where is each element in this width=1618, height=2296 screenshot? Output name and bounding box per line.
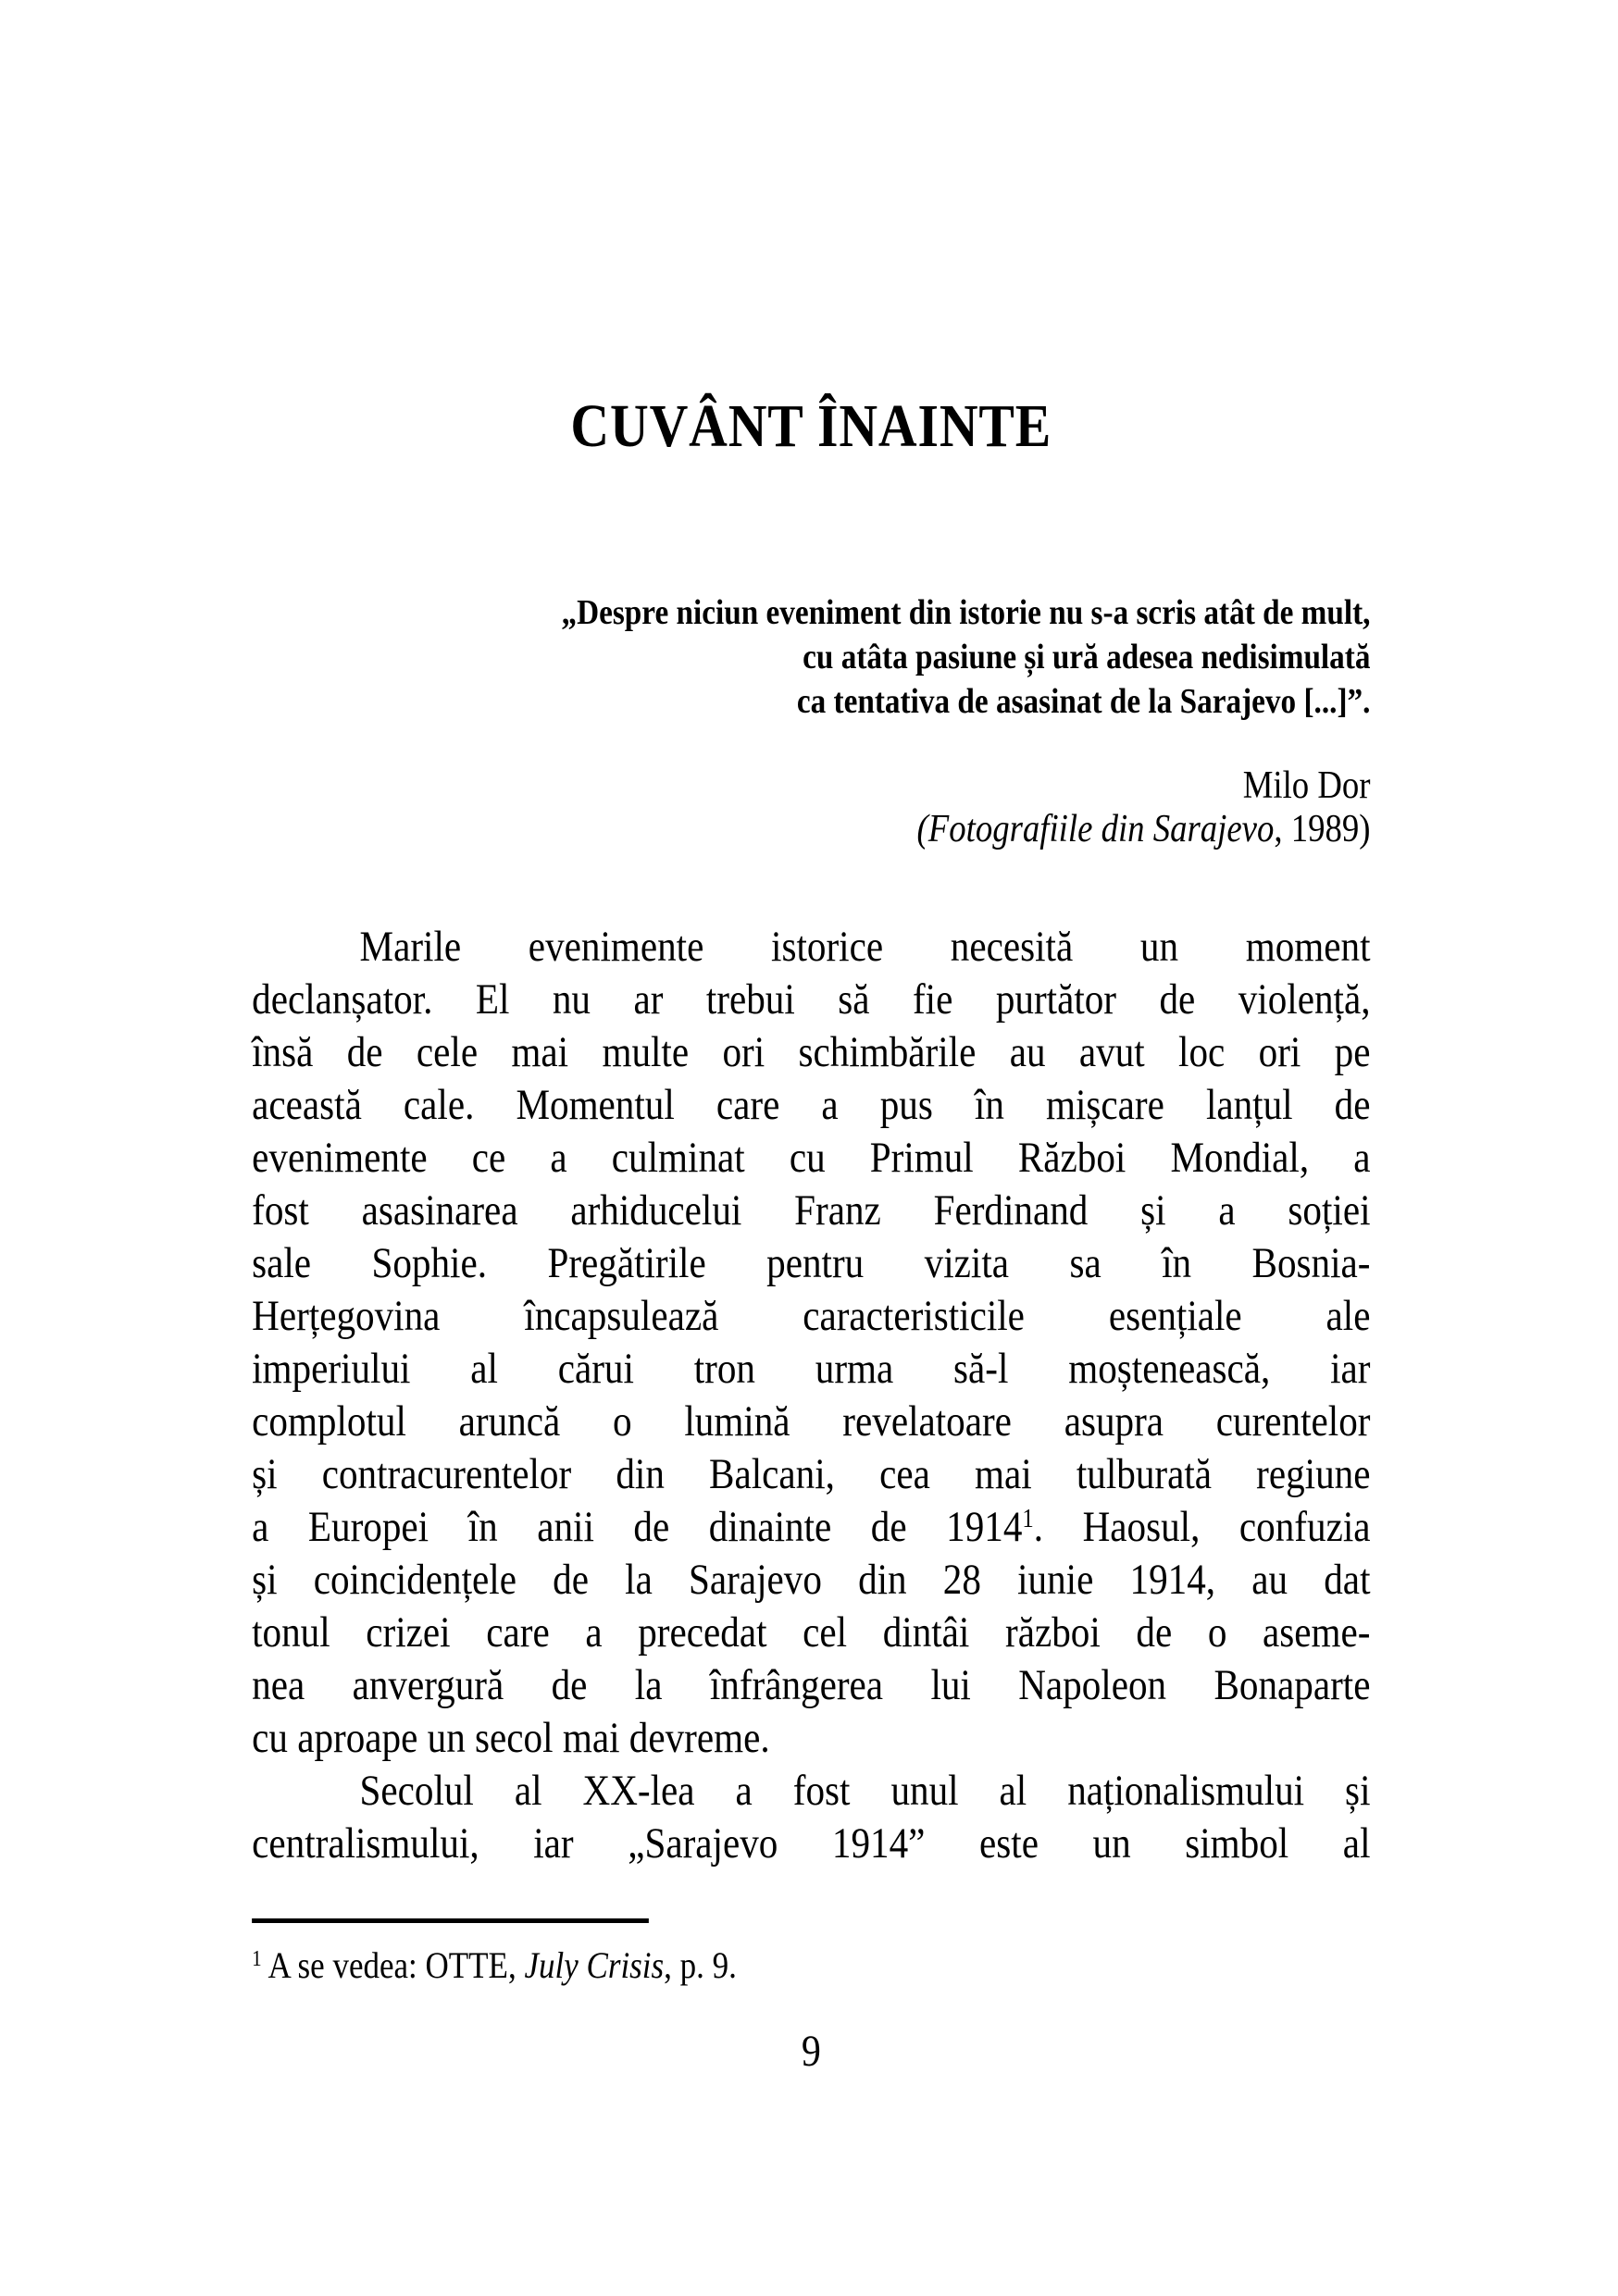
body-line: evenimente ce a culminat cu Primul Război Mondial, a: [252, 1134, 1371, 1182]
footnote-reference: 1: [1022, 1504, 1034, 1533]
footnote: [252, 1943, 1370, 1988]
body-line: complotul aruncă o lumină revelatoare asupra curentelor: [252, 1397, 1371, 1446]
body-line: și contracurentelor din Balcani, cea mai tulburată regiune: [252, 1450, 1371, 1498]
epigraph-attribution: [252, 764, 1370, 851]
body-line: tonul crizei care a precedat cel dintâi război de o aseme-: [252, 1608, 1371, 1657]
epigraph-author: Milo Dor: [1242, 764, 1371, 807]
paragraph-1: [252, 921, 1370, 1765]
footnote-work-title: July Crisis: [524, 1944, 665, 1986]
body-line-fragment: . Haosul, confuzia: [1033, 1503, 1371, 1551]
paragraph-2: [252, 1765, 1370, 1870]
body-line: însă de cele mai multe ori schimbările au avut loc ori pe: [252, 1028, 1371, 1076]
epigraph-source-year: , 1989): [1274, 808, 1371, 850]
body-line: Herțegovina încapsulează caracteristicile esențiale ale: [252, 1292, 1371, 1340]
body-line: imperiului al cărui tron urma să-l moștenească, iar: [252, 1345, 1371, 1393]
body-line: Marile evenimente istorice necesită un moment: [359, 923, 1371, 971]
body-line: această cale. Momentul care a pus în mișcare lanțul de: [252, 1081, 1371, 1129]
body-line: sale Sophie. Pregătirile pentru vizita sa în Bosnia-: [252, 1239, 1371, 1287]
page-number: 9: [801, 2027, 821, 2076]
epigraph-line: ca tentativa de asasinat de la Sarajevo [...]”.: [796, 682, 1371, 721]
epigraph-source: [252, 808, 1370, 851]
body-line: cu aproape un secol mai devreme.: [252, 1714, 770, 1762]
body-text: [252, 921, 1370, 1870]
body-line: centralismului, iar „Sarajevo 1914” este un simbol al: [252, 1819, 1371, 1868]
epigraph-line: „Despre niciun eveniment din istorie nu s-a scris atât de mult,: [561, 593, 1371, 632]
body-line-with-footnote-ref: [252, 1501, 1370, 1554]
footnote-marker: 1: [252, 1946, 262, 1971]
footnote-text-tail: , p. 9.: [664, 1944, 737, 1986]
footnote-separator-rule: [252, 1918, 649, 1923]
body-line: și coincidențele de la Sarajevo din 28 iunie 1914, au dat: [252, 1556, 1371, 1604]
footnote-text: A se vedea: OTTE,: [268, 1944, 525, 1986]
epigraph-line: cu atâta pasiune și ură adesea nedisimulată: [803, 638, 1371, 676]
page-title: CUVÂNT ÎNAINTE: [570, 392, 1052, 460]
body-line: declanșator. El nu ar trebui să fie purtător de violență,: [252, 975, 1371, 1024]
body-line: Secolul al XX-lea a fost unul al naționalismului și: [359, 1767, 1371, 1815]
body-line: fost asasinarea arhiducelui Franz Ferdinand și a soției: [252, 1186, 1371, 1235]
body-line: nea anvergură de la înfrângerea lui Napoleon Bonaparte: [252, 1661, 1371, 1709]
epigraph: [252, 590, 1370, 724]
epigraph-source-title: (Fotografiile din Sarajevo: [916, 808, 1275, 850]
body-line-fragment: a Europei în anii de dinainte de 1914: [252, 1503, 1023, 1551]
